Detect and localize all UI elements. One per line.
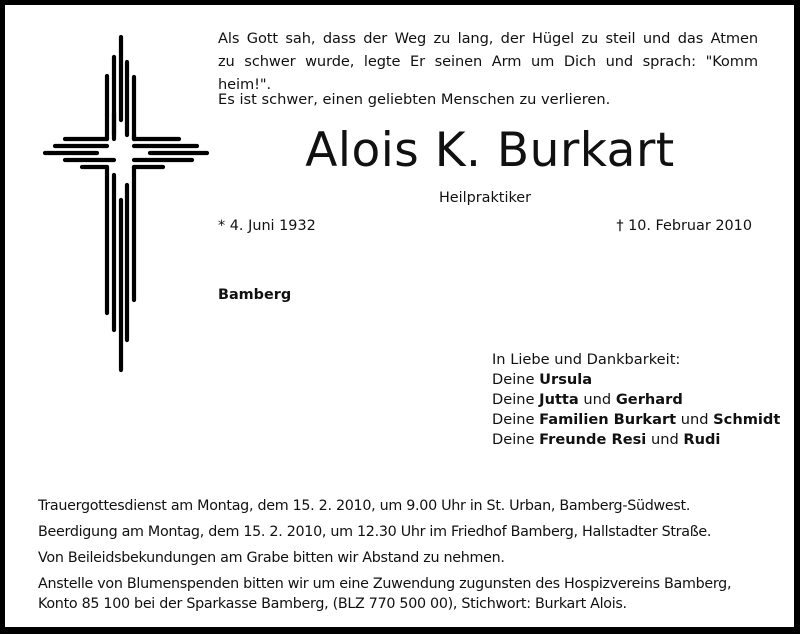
deceased-profession: Heilpraktiker <box>438 190 532 206</box>
mourner-prefix: Deine <box>492 371 540 388</box>
mourner-name: Gerhard <box>615 391 683 408</box>
mourner-join: und <box>578 391 616 408</box>
mourner-name: Freunde Resi <box>539 431 647 448</box>
verse-line-1: Als Gott sah, dass der Weg zu lang, der Hügel zu steil und das Atmen <box>218 30 758 47</box>
stylized-cross-icon <box>35 35 215 405</box>
obituary-notice <box>5 5 794 627</box>
mourner-name: Schmidt <box>713 411 781 428</box>
birth-date: * 4. Juni 1932 <box>218 218 316 234</box>
mourner-join: und <box>676 411 714 428</box>
funeral-notes <box>38 496 778 614</box>
death-date: † 10. Februar 2010 <box>616 218 752 234</box>
mourner-prefix: Deine <box>492 431 540 448</box>
mourner-line <box>492 370 780 390</box>
mourners-intro: In Liebe und Dankbarkeit: <box>492 351 681 368</box>
residence-place: Bamberg <box>218 287 292 303</box>
service-note: Trauergottesdienst am Montag, dem 15. 2. 2010, um 9.00 Uhr in St. Urban, Bamberg-Südwest. <box>38 498 691 514</box>
deceased-name: Alois K. Burkart <box>305 123 675 178</box>
donation-note-line-2: Konto 85 100 bei der Sparkasse Bamberg, (BLZ 770 500 00), Stichwort: Burkart Alois. <box>38 596 627 612</box>
donation-note-line-1: Anstelle von Blumenspenden bitten wir um eine Zuwendung zugunsten des Hospizvereins Bamberg, <box>38 576 732 592</box>
condolences-note: Von Beileidsbekundungen am Grabe bitten wir Abstand zu nehmen. <box>38 550 505 566</box>
mourner-line <box>492 410 780 430</box>
mourner-prefix: Deine <box>492 391 540 408</box>
burial-note: Beerdigung am Montag, dem 15. 2. 2010, um 12.30 Uhr im Friedhof Bamberg, Hallstadter Straße. <box>38 524 712 540</box>
sub-verse: Es ist schwer, einen geliebten Menschen zu verlieren. <box>218 91 611 108</box>
mourner-name: Jutta <box>539 391 579 408</box>
mourner-name: Ursula <box>539 371 593 388</box>
opening-verse <box>218 27 758 96</box>
mourner-name: Rudi <box>683 431 721 448</box>
mourner-name: Familien Burkart <box>539 411 677 428</box>
mourner-line <box>492 390 780 410</box>
mourner-line <box>492 430 780 450</box>
mourner-prefix: Deine <box>492 411 540 428</box>
verse-line-2: zu schwer wurde, legte Er seinen Arm um Dich und sprach: "Komm heim!". <box>218 53 758 93</box>
mourners-list <box>492 350 780 450</box>
mourner-join: und <box>646 431 684 448</box>
